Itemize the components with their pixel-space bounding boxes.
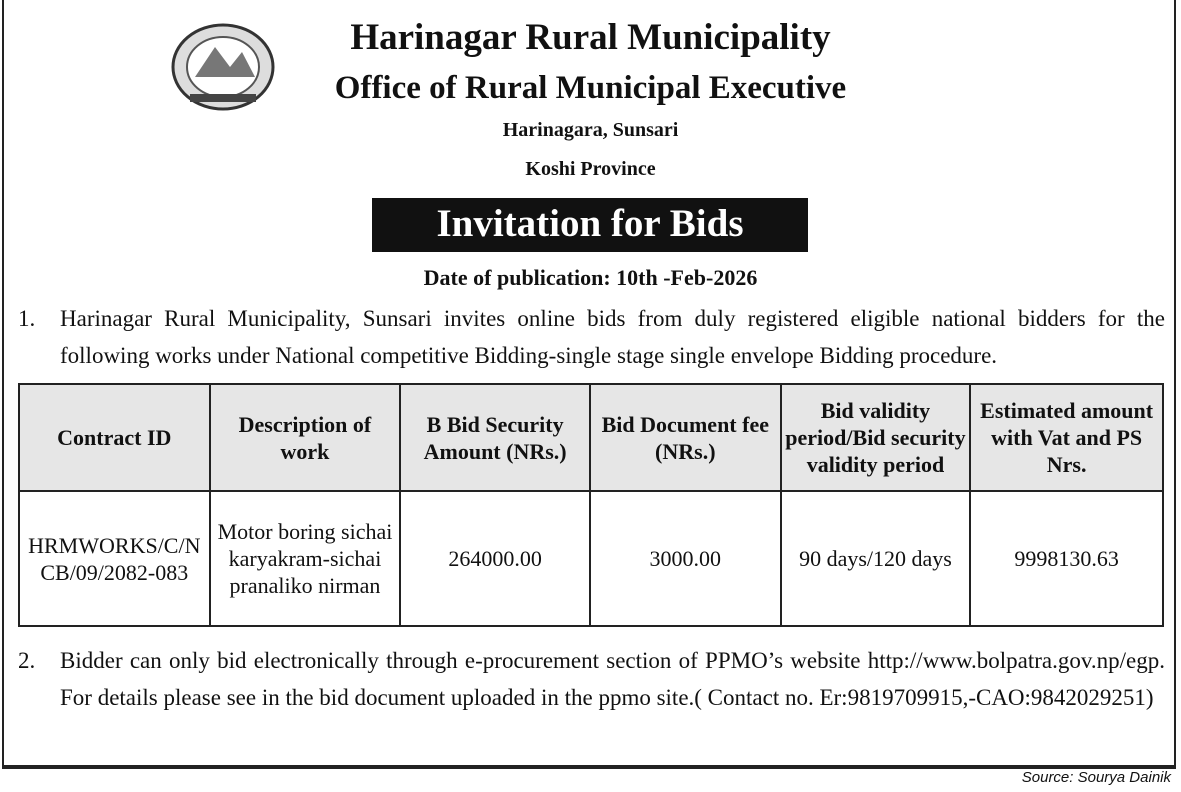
paragraph-1 [18,300,1165,374]
cell-estimated-amount: 9998130.63 [970,491,1163,626]
publication-date: Date of publication: 10th -Feb-2026 [423,265,758,290]
table-row [19,491,1163,626]
paragraph-number: 2. [18,648,36,673]
province: Koshi Province [525,158,656,180]
header-validity: Bid validity period/Bid security validity period [781,384,971,491]
header-estimated-amount: Estimated amount with Vat and PS Nrs. [970,384,1163,491]
cell-bid-security: 264000.00 [400,491,590,626]
paragraph-text: Harinagar Rural Municipality, Sunsari invites online bids from duly registered eligible national bidders for the following works under National competitive Bidding-single stage single envelope Bidding procedure. [60,306,1165,368]
cell-document-fee: 3000.00 [590,491,781,626]
paragraph-text: Bidder can only bid electronically through e-procurement section of PPMO’s website http://www.bolpatra.gov.np/egp. For details please see in the bid document uploaded in the ppmo site.( Contact no. Er:9819709915,-CAO:9842029251) [60,648,1165,710]
paragraph-number: 1. [18,306,36,331]
notice-title: Invitation for Bids [372,198,808,252]
header-description: Description of work [210,384,401,491]
cell-contract-id: HRMWORKS/C/NCB/09/2082-083 [19,491,210,626]
municipality-title: Harinagar Rural Municipality [350,17,831,58]
table-header-row [19,384,1163,491]
header-bid-security: B Bid Security Amount (NRs.) [400,384,590,491]
cell-description: Motor boring sichai karyakram-sichai pranaliko nirman [210,491,401,626]
header-document-fee: Bid Document fee (NRs.) [590,384,781,491]
bids-table [18,383,1164,627]
paragraph-2 [18,642,1165,716]
header-contract-id: Contract ID [19,384,210,491]
cell-validity: 90 days/120 days [781,491,971,626]
address: Harinagara, Sunsari [502,119,679,141]
source-credit: Source: Sourya Dainik [1021,769,1171,786]
office-title: Office of Rural Municipal Executive [334,70,847,106]
